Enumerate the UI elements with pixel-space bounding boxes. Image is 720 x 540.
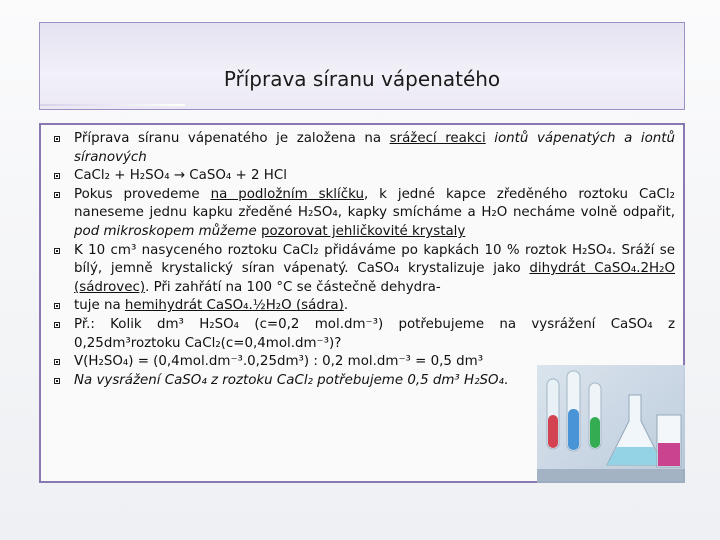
bullet-list: [53, 130, 675, 390]
slide-title: Příprava síranu vápenatého: [223, 67, 501, 91]
square-bullet-icon: [54, 136, 60, 142]
title-accent-line: [40, 104, 185, 106]
square-bullet-icon: [54, 322, 60, 328]
bullet-text-5: tuje na hemihydrát CaSO₄.½H₂O (sádra).: [74, 298, 349, 314]
bullet-item: [53, 242, 675, 298]
title-box: [39, 22, 685, 110]
bullet-item: [53, 297, 675, 316]
bullet-item: [53, 316, 675, 353]
bullet-text-8: Na vysrážení CaSO₄ z roztoku CaCl₂ potřebujeme 0,5 dm³ H₂SO₄.: [74, 372, 509, 388]
bullet-text-7: V(H₂SO₄) = (0,4mol.dm⁻³.0,25dm³) : 0,2 mol.dm⁻³ = 0,5 dm³: [74, 354, 484, 370]
bullet-item: [53, 186, 675, 242]
square-bullet-icon: [54, 248, 60, 254]
content-box: [39, 123, 685, 483]
square-bullet-icon: [54, 303, 60, 309]
square-bullet-icon: [54, 378, 60, 384]
bullet-item: [53, 372, 675, 391]
square-bullet-icon: [54, 359, 60, 365]
bullet-item: [53, 167, 675, 186]
bullet-item: [53, 353, 675, 372]
square-bullet-icon: [54, 192, 60, 198]
bullet-text-2: CaCl₂ + H₂SO₄ → CaSO₄ + 2 HCl: [74, 168, 287, 184]
square-bullet-icon: [54, 173, 60, 179]
bullet-text-6: Př.: Kolik dm³ H₂SO₄ (c=0,2 mol.dm⁻³) potřebujeme na vysrážení CaSO₄ z 0,25dm³roztoku CaCl₂(c=0,4mol.dm⁻³)?: [74, 316, 675, 351]
bullet-text-1: Příprava síranu vápenatého je založena na srážecí reakci iontů vápenatých a iontů síranových: [74, 131, 675, 165]
bullet-text-4: K 10 cm³ nasyceného roztoku CaCl₂ přidáváme po kapkách 10 % roztok H₂SO₄. Sráží se bílý, jemně krystalický síran vápenatý. CaSO₄ krystalizuje jako dihydrát CaSO₄.2H₂O (sádrovec). Při zahřátí na 100 °C se částečně dehydra-: [74, 242, 675, 295]
bullet-text-3: Pokus provedeme na podložním sklíčku, k jedné kapce zředěného roztoku CaCl₂ naneseme jednu kapku zředěné H₂SO₄, kapky smícháme a H₂O necháme volně odpařit, pod mikroskopem můžeme pozorovat jehličkovité krystaly: [74, 186, 675, 239]
bullet-item: [53, 130, 675, 167]
